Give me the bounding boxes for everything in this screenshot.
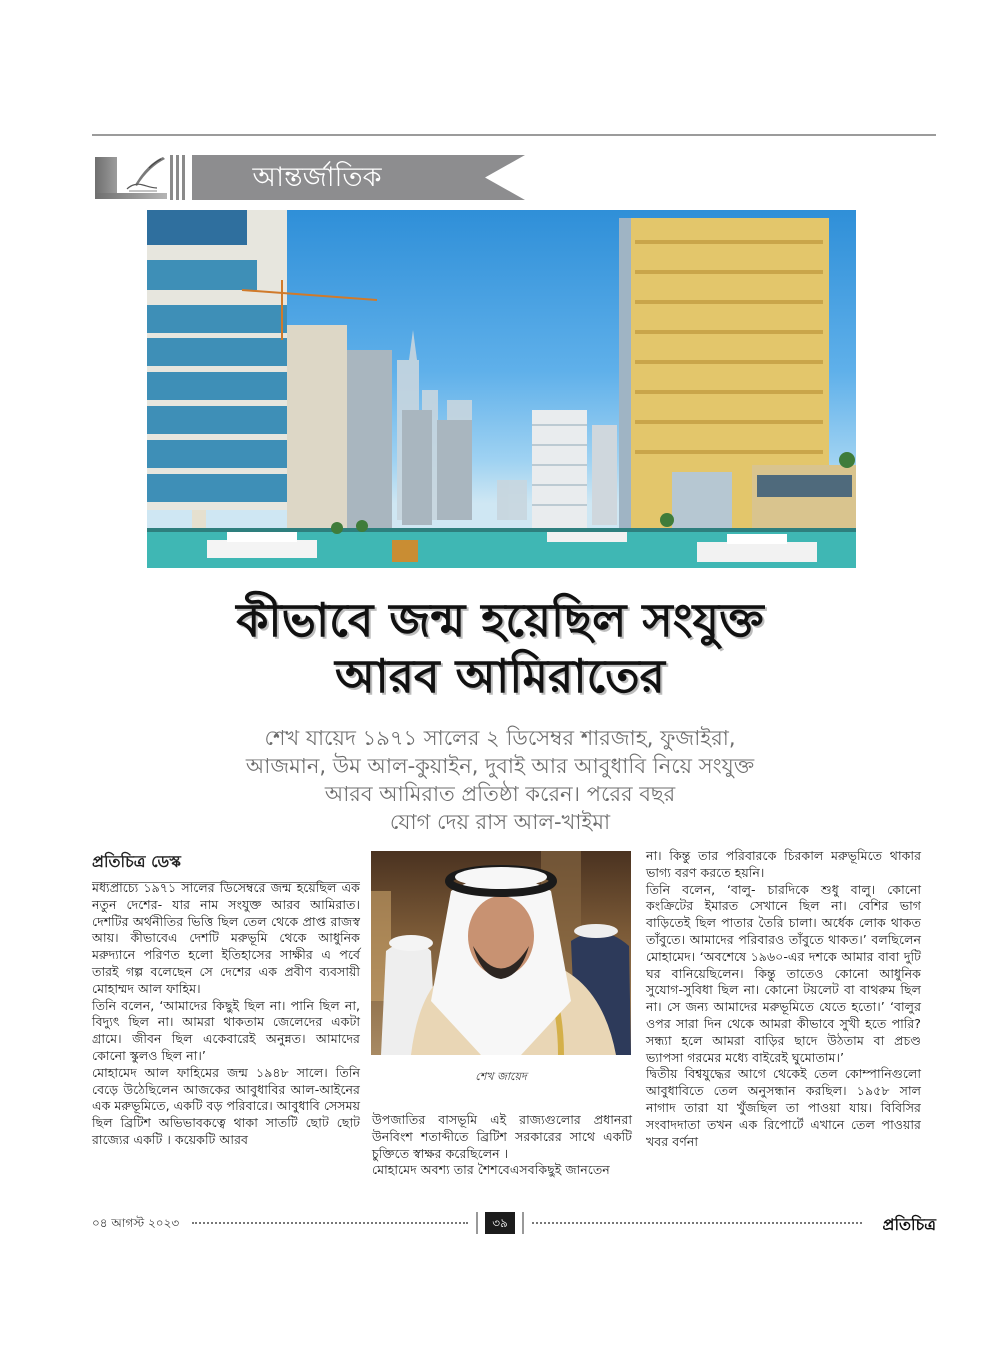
deck-line: আরব আমিরাত প্রতিষ্ঠা করেন। পরের বছর (324, 782, 676, 806)
headline-line-1: কীভাবে জন্ম হয়েছিল সংযুক্ত (236, 593, 764, 647)
page-footer (92, 1212, 936, 1234)
headline-line-2: আরব আমিরাতের (335, 649, 665, 703)
section-label: আন্তর্জাতিক (252, 162, 382, 193)
sheikh-portrait-illustration (371, 851, 631, 1055)
article-column-3 (646, 848, 921, 1150)
paragraph: মোহামেদ আল ফাহিমের জন্ম ১৯৪৮ সালে। তিনি বেড়ে উঠেছিলেন আজকের আবুধাবির আল-আইনের এক মরুভূমিতে, একটি বড় পরিবারে। আবুধাবি সেসময় ছিল ব্রিটিশ অভিভাবকত্বে থাকা সাতটি ছোট ছোট রাজ্যের একটি । কয়েকটি আরব (92, 1064, 360, 1147)
paragraph: মধ্যপ্রাচ্যে ১৯৭১ সালের ডিসেম্বরে জন্ম হয়েছিল এক নতুন দেশের- যার নাম সংযুক্ত আরব আমিরাত। দেশটির অর্থনীতির ভিত্তি ছিল তেল থেকে প্রাপ্ত রাজস্ব আয়। কীভাবেএ দেশটি মরুভূমি থেকে আধুনিক মরুদ্যানে পরিণত হলো ইতিহাসের সাক্ষীর এ পর্বে তারই গল্প বলেছেন সে দেশের এক প্রবীণ ব্যবসায়ী মোহাম্মদ আল ফাহিম। (92, 880, 360, 996)
hero-photo (147, 210, 856, 568)
section-banner (95, 155, 525, 200)
paragraph: তিনি বলেন, ‘বালু- চারদিকে শুধু বালু। কোনো কংক্রিটের ইমারত সেখানে ছিল না। বেশির ভাগ বাড়িতেই ছিল পাতার তৈরি চালা। অর্ধেক লোক থাকত তাঁবুতে। আমাদের পরিবারও তাঁবুতে থাকত।’ বলছিলেন মোহামেদ। ‘অবশেষে ১৯৬০-এর দশকে আমার বাবা দুটি ঘর বানিয়েছিলেন। কিন্তু তাতেও কোনো আধুনিক সুযোগ-সুবিধা ছিল না। কোনো টয়লেট বা বাথরুম ছিল না। সে জন্য আমাদের মরুভূমিতে যেতে হতো।’ ‘বালুর ওপর সারা দিন থেকে আমরা কীভাবে সুখী হতে পারি? সন্ধ্যা হলে আমরা বাড়ির ছাদে উঠতাম বা প্রচণ্ড ভ্যাপসা গরমের মধ্যে বাইরেই ঘুমোতাম।’ (646, 881, 921, 1065)
publication-logo: প্রতিচিত্র (882, 1215, 936, 1234)
divider (522, 1212, 524, 1234)
article-column-1 (92, 880, 360, 1149)
quill-pen-icon (117, 155, 169, 195)
portrait-caption: শেখ জায়েদ (475, 1070, 527, 1083)
article-column-2 (372, 1112, 632, 1179)
top-rule (92, 134, 936, 136)
deck-line: যোগ দেয় রাস আল-খাইমা (389, 810, 611, 834)
page-number: ৩৯ (485, 1212, 515, 1234)
deck-line: শেখ যায়েদ ১৯৭১ সালের ২ ডিসেম্বর শারজাহ, ফুজাইরা, (264, 726, 736, 750)
dotted-leader (192, 1222, 468, 1224)
paragraph: না। কিন্তু তার পরিবারকে চিরকাল মরুভূমিতে থাকার ভাগ্য বরণ করতে হয়নি। (646, 848, 921, 880)
paragraph: উপজাতির বাসভূমি এই রাজ্যগুলোর প্রধানরা উনবিংশ শতাব্দীতে ব্রিটিশ সরকারের সাথে একটি চুক্তিতে স্বাক্ষর করেছিলেন । (372, 1112, 632, 1161)
byline: প্রতিচিত্র ডেস্ক (92, 849, 360, 883)
paragraph: তিনি বলেন, ‘আমাদের কিছুই ছিল না। পানি ছিল না, বিদ্যুৎ ছিল না। আমরা থাকতাম জেলেদের একটা গ্রামে। জীবন ছিল একেবারেই অনুন্নত। আমাদের কোনো স্কুলও ছিল না।’ (92, 997, 360, 1063)
issue-date: ০৪ আগস্ট ২০২৩ (92, 1216, 180, 1230)
paragraph: মোহামেদ অবশ্য তার শৈশবেএসবকিছুই জানতেন (372, 1162, 610, 1178)
dotted-leader (532, 1222, 862, 1224)
banner-stripes (170, 155, 190, 200)
paragraph: দ্বিতীয় বিশ্বযুদ্ধের আগে থেকেই তেল কোম্পানিগুলো আবুধাবিতে তেল অনুসন্ধান করছিল। ১৯৫৮ সাল নাগাদ তারা যা খুঁজছিল তা পাওয়া যায়। বিবিসির সংবাদদাতা তখন এক রিপোর্টে এখানে তেল পাওয়ার খবর বর্ণনা (646, 1066, 921, 1149)
article-deck (230, 724, 770, 836)
portrait-photo (371, 851, 631, 1055)
article-headline (150, 592, 850, 704)
deck-line: আজমান, উম আল-কুয়াইন, দুবাই আর আবুধাবি নিয়ে সংযুক্ত (245, 754, 755, 778)
divider (476, 1212, 478, 1234)
dubai-marina-illustration (147, 210, 856, 568)
